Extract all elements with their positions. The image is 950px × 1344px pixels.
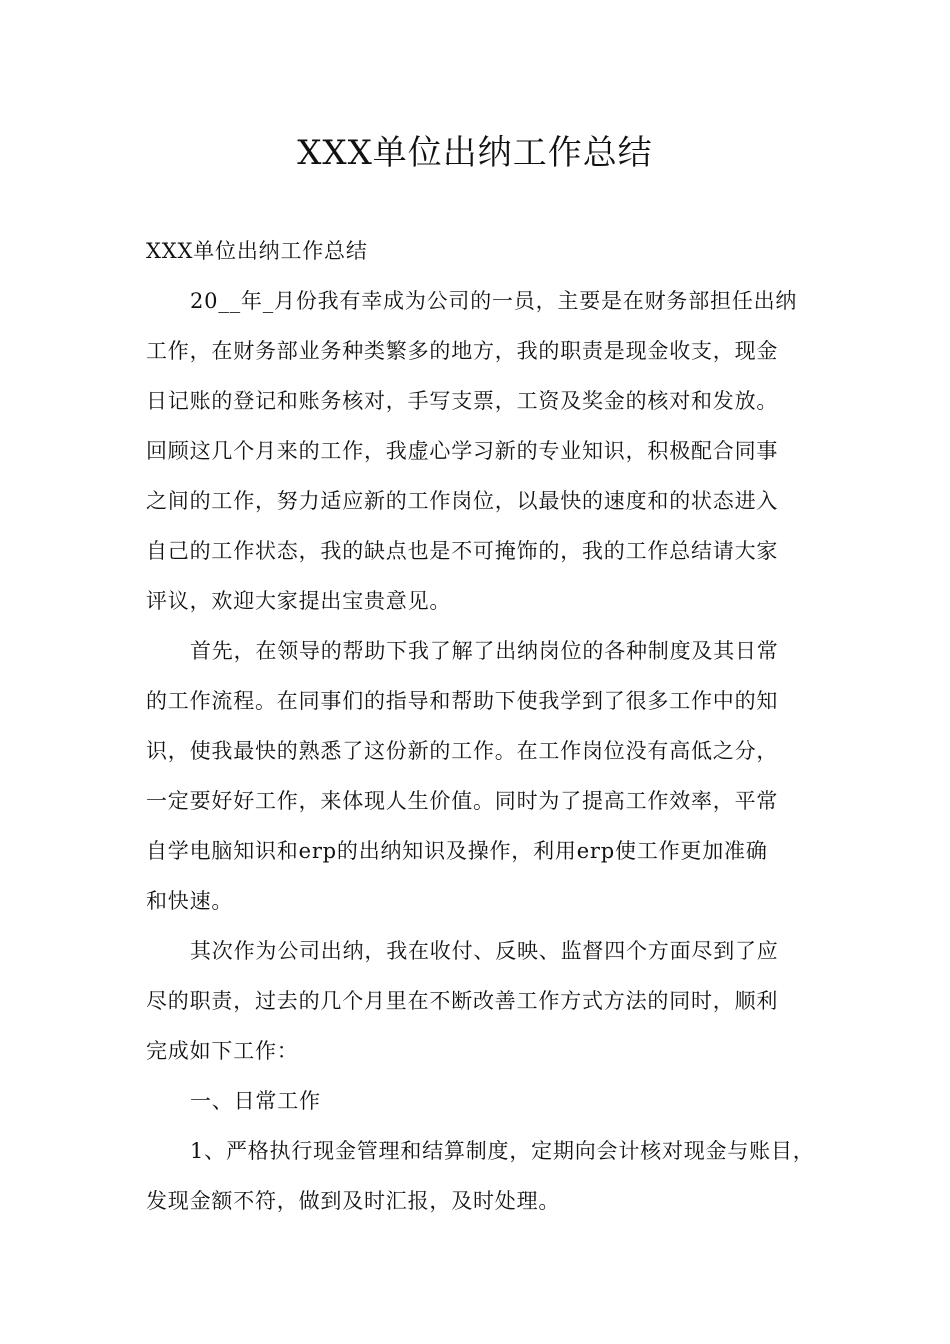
paragraph-1-line-5: 之间的工作，努力适应新的工作岗位，以最快的速度和的状态进入 bbox=[146, 489, 779, 513]
paragraph-3-line-1: 其次作为公司出纳，我在收付、反映、监督四个方面尽到了应 bbox=[190, 939, 779, 963]
paragraph-2-line-4: 一定要好好工作，来体现人生价值。同时为了提高工作效率，平常 bbox=[146, 789, 779, 813]
paragraph-1-line-6: 自己的工作状态，我的缺点也是不可掩饰的，我的工作总结请大家 bbox=[146, 539, 779, 563]
item-1-line-1: 1、严格执行现金管理和结算制度，定期向会计核对现金与账目， bbox=[190, 1139, 815, 1163]
paragraph-1-line-2: 工作，在财务部业务种类繁多的地方，我的职责是现金收支，现金 bbox=[146, 339, 779, 363]
document-title: XXX单位出纳工作总结 bbox=[297, 133, 653, 173]
paragraph-1-line-4: 回顾这几个月来的工作，我虚心学习新的专业知识，积极配合同事 bbox=[146, 439, 779, 463]
paragraph-3-line-2: 尽的职责，过去的几个月里在不断改善工作方式方法的同时，顺利 bbox=[146, 989, 779, 1013]
document-body bbox=[146, 226, 816, 1226]
paragraph-2-line-2: 的工作流程。在同事们的指导和帮助下使我学到了很多工作中的知 bbox=[146, 689, 779, 713]
section-heading-daily-work: 一、日常工作 bbox=[190, 1089, 321, 1113]
paragraph-1-line-7: 评议，欢迎大家提出宝贵意见。 bbox=[146, 589, 452, 613]
paragraph-2-line-1: 首先，在领导的帮助下我了解了出纳岗位的各种制度及其日常 bbox=[190, 639, 779, 663]
paragraph-1-line-1: 20__年_月份我有幸成为公司的一员，主要是在财务部担任出纳 bbox=[190, 289, 798, 313]
paragraph-2-line-5: 自学电脑知识和erp的出纳知识及操作，利用erp使工作更加准确 bbox=[146, 839, 768, 863]
paragraph-3-line-3: 完成如下工作： bbox=[146, 1039, 299, 1063]
paragraph-2-line-3: 识，使我最快的熟悉了这份新的工作。在工作岗位没有高低之分， bbox=[146, 739, 779, 763]
paragraph-1-line-3: 日记账的登记和账务核对，手写支票，工资及奖金的核对和发放。 bbox=[146, 389, 779, 413]
body-subtitle: XXX单位出纳工作总结 bbox=[146, 239, 368, 263]
paragraph-2-line-6: 和快速。 bbox=[146, 889, 234, 913]
item-1-line-2: 发现金额不符，做到及时汇报，及时处理。 bbox=[146, 1189, 561, 1213]
